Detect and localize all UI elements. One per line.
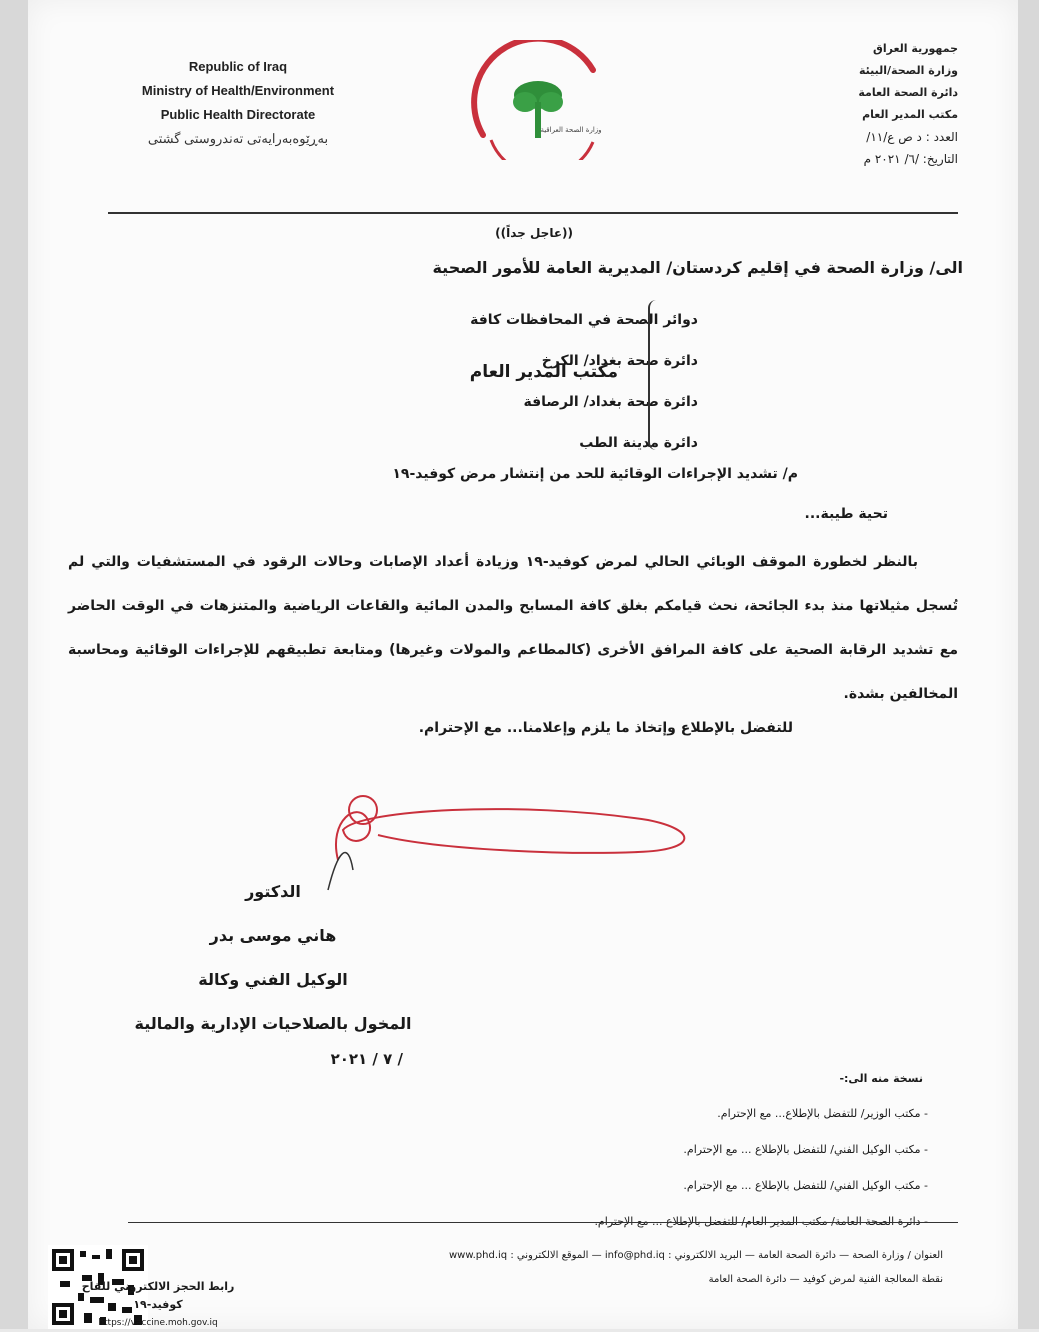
signer-role: الوكيل الفني وكالة: [198, 970, 348, 989]
logo-text: وزارة الصحة العراقية: [540, 126, 602, 134]
reference-number: العدد : د ص ع/١١/: [866, 130, 958, 144]
footer-divider: [128, 1222, 958, 1223]
grouping-brace: [648, 300, 664, 450]
header-ar-line-1: جمهورية العراق: [873, 42, 958, 55]
urgent-label: ((عاجل جداً)): [495, 226, 573, 240]
department-item: دائرة صحة بغداد/ الكرخ: [541, 353, 698, 369]
signer-name: هاني موسى بدر: [209, 926, 337, 945]
copies-list: [328, 1096, 928, 1240]
footer-address-line-2: نقطة المعالجة الفنية لمرض كوفيد — دائرة الصحة العامة: [708, 1274, 943, 1285]
copy-item: - مكتب الوكيل الفني/ للتفضل بالإطلاع ... مع الإحترام.: [683, 1143, 928, 1156]
header-ar-line-2: وزارة الصحة/البيئة: [859, 64, 958, 77]
signer-title: الدكتور: [245, 882, 301, 901]
reference-date: التاريخ: /٦/ ٢٠٢١ م: [863, 152, 958, 166]
qr-caption-text: رابط الحجز الالكتروني للقاح كوفيد-١٩: [81, 1280, 235, 1311]
header-english: [88, 55, 388, 151]
recipient-line: الى/ وزارة الصحة في إقليم كردستان/ المديرية العامة للأمور الصحية: [432, 258, 963, 277]
department-item: دائرة صحة بغداد/ الرصافة: [523, 394, 698, 410]
signer-authority: المخول بالصلاحيات الإدارية والمالية: [134, 1014, 412, 1033]
signature-date: / ٧ / ٢٠٢١: [330, 1050, 403, 1068]
copies-title: نسخة منه الى:-: [839, 1072, 923, 1085]
header-divider: [108, 212, 958, 214]
signer-block: [83, 870, 463, 1046]
department-item: دائرة مدينة الطب: [579, 435, 698, 451]
copy-item: - دائرة الصحة العامة/ مكتب المدير العام/ للتفضل بالإطلاع ... مع الإحترام.: [594, 1215, 928, 1228]
footer-address-line: العنوان / وزارة الصحة — دائرة الصحة العامة — البريد الالكتروني : info@phd.iq — الموقع الالكتروني : www.phd.iq: [449, 1250, 943, 1261]
subject-line: م/ تشديد الإجراءات الوقائية للحد من إنتشار مرض كوفيد-١٩: [392, 466, 798, 482]
letter-page: [28, 0, 1018, 1329]
header-kurdish-line: بەڕێوەبەرایەتی تەندروستی گشتی: [147, 131, 329, 146]
ministry-logo: [443, 40, 623, 160]
header-en-line-1: Republic of Iraq: [188, 59, 288, 74]
copy-item: - مكتب الوكيل الفني/ للتفضل بالإطلاع ... مع الإحترام.: [683, 1179, 928, 1192]
header-arabic: [728, 38, 958, 170]
header-ar-line-3: دائرة الصحة العامة: [858, 86, 958, 99]
closing-line: للتفضل بالإطلاع وإتخاذ ما يلزم وإعلامنا... مع الإحترام.: [418, 720, 793, 736]
header-en-line-2: Ministry of Health/Environment: [141, 83, 335, 98]
greeting: تحية طيبة...: [804, 506, 888, 522]
gm-office-label: مكتب المدير العام: [469, 362, 618, 382]
body-paragraph: بالنظر لخطورة الموقف الوبائي الحالي لمرض كوفيد-١٩ وزيادة أعداد الإصابات وحالات الرقود في المستشفيات والتي لم تُسجل مثيلاتها منذ بدء الجائحة، نحث قيامكم بغلق كافة المسابح والمدن المائية والقاعات الرياضية والمتنزهات في الوقت الحاضر مع تشديد الرقابة الصحية على كافة المرافق الأخرى (كالمطاعم والمولات وغيرها) ومتابعة تطبيقهم للإجراءات الوقائية ومحاسبة المخالفين بشدة.: [68, 554, 958, 702]
department-item: دوائر الصحة في المحافظات كافة: [470, 312, 698, 328]
header-ar-line-4: مكتب المدير العام: [862, 108, 958, 121]
copy-item: - مكتب الوزير/ للتفضل بالإطلاع... مع الإحترام.: [717, 1107, 928, 1120]
qr-caption: [58, 1278, 258, 1332]
footer-address: [243, 1244, 943, 1292]
header-en-line-3: Public Health Directorate: [160, 107, 316, 122]
qr-url: https://vaccine.moh.gov.iq: [98, 1318, 218, 1328]
